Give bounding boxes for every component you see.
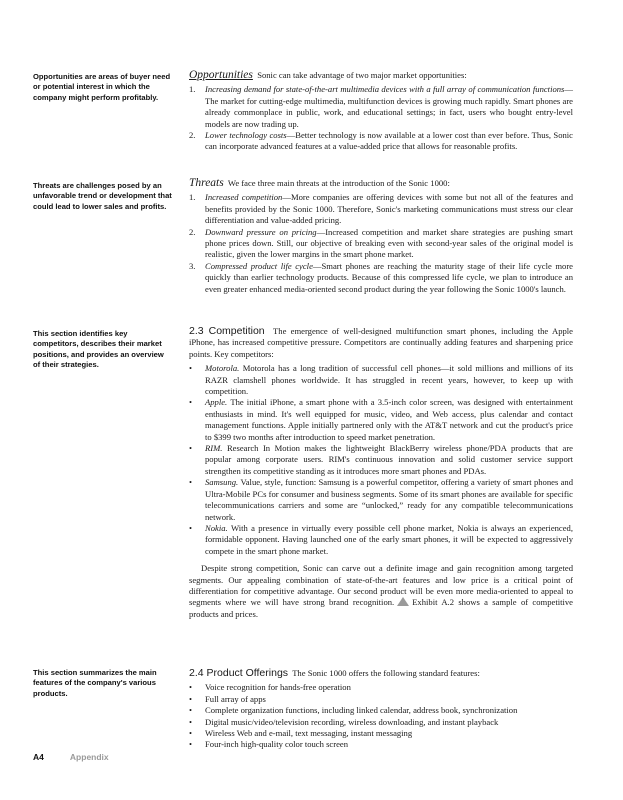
competitor-text: The initial iPhone, a smart phone with a 3.5-inch color screen, was designed with entertainment enthusiasts in mind. It's well equipped for music, video, and Web access, plus calendar and contact management functions. Apple initially partnered only with the AT&T network and cut the product's price to $399 two months after introduction to speed market penetration. (205, 397, 573, 442)
page-footer (33, 752, 109, 762)
competitor-text: Value, style, function: Samsung is a powerful competitor, offering a variety of smart phones and Ultra-Mobile PCs for consumer and business segments. Some of its smart phones are available for specific telecommunications carriers and some are “unlocked,” ready for any compatible telecommunications network. (205, 477, 573, 522)
threats-section (189, 178, 573, 295)
opportunities-section (189, 70, 573, 153)
item-title: Downward pressure on pricing (205, 226, 317, 237)
sidebar-note-offerings: This section summarizes the main features of the company's various products. (33, 668, 157, 698)
threats-intro: We face three main threats at the introduction of the Sonic 1000: (227, 178, 450, 188)
list-item (189, 227, 573, 261)
offerings-intro: The Sonic 1000 offers the following standard features: (292, 668, 480, 678)
opportunities-heading: Opportunities (189, 69, 253, 81)
footer-section-label: Appendix (69, 752, 109, 762)
competitor-name: Nokia. (205, 522, 228, 533)
list-number: 3. (189, 260, 196, 271)
list-item: • Digital music/video/television recording, wireless downloading, and instant playback (189, 717, 573, 728)
list-item (189, 192, 573, 226)
list-item: • Voice recognition for hands-free operation (189, 682, 573, 693)
competition-heading: 2.3 Competition (189, 325, 265, 337)
item-title: Compressed product life cycle (205, 260, 313, 271)
competition-intro-line (189, 326, 573, 360)
list-item (189, 523, 573, 557)
item-text: —More companies are offering devices with some but not all of the features and benefits provided by the Sonic 1000. Therefore, Sonic's marketing communications must stress our clear differentiation and value-added pricing. (205, 192, 573, 226)
opportunities-intro-line (189, 70, 573, 81)
sidebar-note-threats: Threats are challenges posed by an unfavorable trend or development that could lead to lower sales and profits. (33, 181, 172, 211)
list-item (189, 443, 573, 477)
list-item (189, 397, 573, 443)
list-item: • Wireless Web and e-mail, text messaging, instant messaging (189, 728, 573, 739)
competitor-name: Motorola. (205, 363, 240, 374)
page-number: A4 (33, 752, 44, 762)
closing-text-end: a sample of competitive products and prices. (189, 597, 573, 619)
features-list (189, 682, 573, 750)
list-item (189, 477, 573, 523)
offerings-heading: 2.4 Product Offerings (189, 667, 289, 679)
list-number: 1. (189, 192, 196, 203)
list-number: 1. (189, 84, 196, 95)
competition-closing (189, 563, 573, 620)
sidebar-note-competition: This section identifies key competitors, describes their market positions, and provides an overview of their strategies. (33, 329, 164, 370)
list-item: • Full array of apps (189, 694, 573, 705)
threats-intro-line (189, 178, 573, 189)
item-title: Increased competition (205, 192, 283, 203)
competitor-name: Apple. (205, 397, 228, 408)
competition-section (189, 326, 573, 620)
list-item (189, 363, 573, 397)
opportunities-intro: Sonic can take advantage of two major market opportunities: (257, 70, 467, 80)
offerings-intro-line (189, 668, 573, 679)
competition-intro: The emergence of well-designed multifunction smart phones, including the Apple iPhone, has increased competitive pressure. Competitors are continually adding features and sharpening price points. Key competitors: (189, 326, 573, 359)
item-text: —Better technology is now available at a lower cost than ever before. Thus, Sonic can incorporate advanced features at a value-added price that allows for reasonable profits. (205, 130, 573, 152)
competitor-text: With a presence in virtually every possible cell phone market, Nokia is always an experienced, formidable opponent. Having launched one of the early smart phones, it will be expected to aggressively compete in the smart phone market. (205, 522, 574, 556)
item-title: Lower technology costs (205, 130, 287, 141)
closing-text: Despite strong competition, Sonic can carve out a definite image and gain recognition among targeted segments. Our appealing combination of state-of-the-art features and low price is a critical point of differentiation for competitive advantage. Our second product will be even more media-oriented to appeal to segments where we will have strong brand recognition. (189, 563, 573, 608)
list-item (189, 84, 573, 130)
competitor-name: RIM. (205, 443, 223, 454)
list-item: • Four-inch high-quality color touch screen (189, 739, 573, 750)
competitor-name: Samsung. (205, 477, 239, 488)
item-title: Increasing demand for state-of-the-art multimedia devices with a full array of communication functions (205, 84, 565, 95)
list-number: 2. (189, 130, 196, 141)
competitor-text: Motorola has a long tradition of successful cell phones—it sold millions and millions of its RAZR clamshell phones worldwide. It has struggled in recent years, however, to keep up with competition. (205, 363, 573, 397)
exhibit-triangle-icon (397, 597, 409, 606)
item-text: —Increased competition and market share strategies are pushing smart phone prices down. Still, our objective of breaking even with second-year sales of the original model is realistic, given the lower margins in the smart phone market. (205, 226, 573, 260)
list-number: 2. (189, 226, 196, 237)
item-text: —Smart phones are reaching the maturity stage of their life cycle more quickly than earlier technology products. Because of this compressed life cycle, we plan to introduce an even greater enhanced media-oriented second product during the year following the Sonic 1000's launch. (205, 260, 573, 294)
list-item: • Complete organization functions, including linked calendar, address book, synchronization (189, 705, 573, 716)
offerings-section (189, 668, 573, 751)
opportunities-list (189, 84, 573, 152)
threats-list (189, 192, 573, 295)
competitor-text: Research In Motion makes the lightweight BlackBerry wireless phone/PDA products that are popular among corporate users. RIM's continuous innovation and solid customer service support strengthen its competitive standing as it introduces more smart phones and PDAs. (205, 443, 573, 476)
list-item (189, 261, 573, 295)
sidebar-note-opportunities: Opportunities are areas of buyer need or potential interest in which the company might perform profitably. (33, 72, 171, 102)
item-text: —The market for cutting-edge multimedia, multifunction devices is growing much rapidly. Smart phones are already commonplace in public, work, and educational settings; in fact, users who bought entry-level models are now trading up. (205, 84, 573, 129)
exhibit-reference: Exhibit A.2 shows (412, 597, 480, 608)
list-item (189, 130, 573, 153)
competitor-list (189, 363, 573, 557)
threats-heading: Threats (189, 177, 224, 189)
